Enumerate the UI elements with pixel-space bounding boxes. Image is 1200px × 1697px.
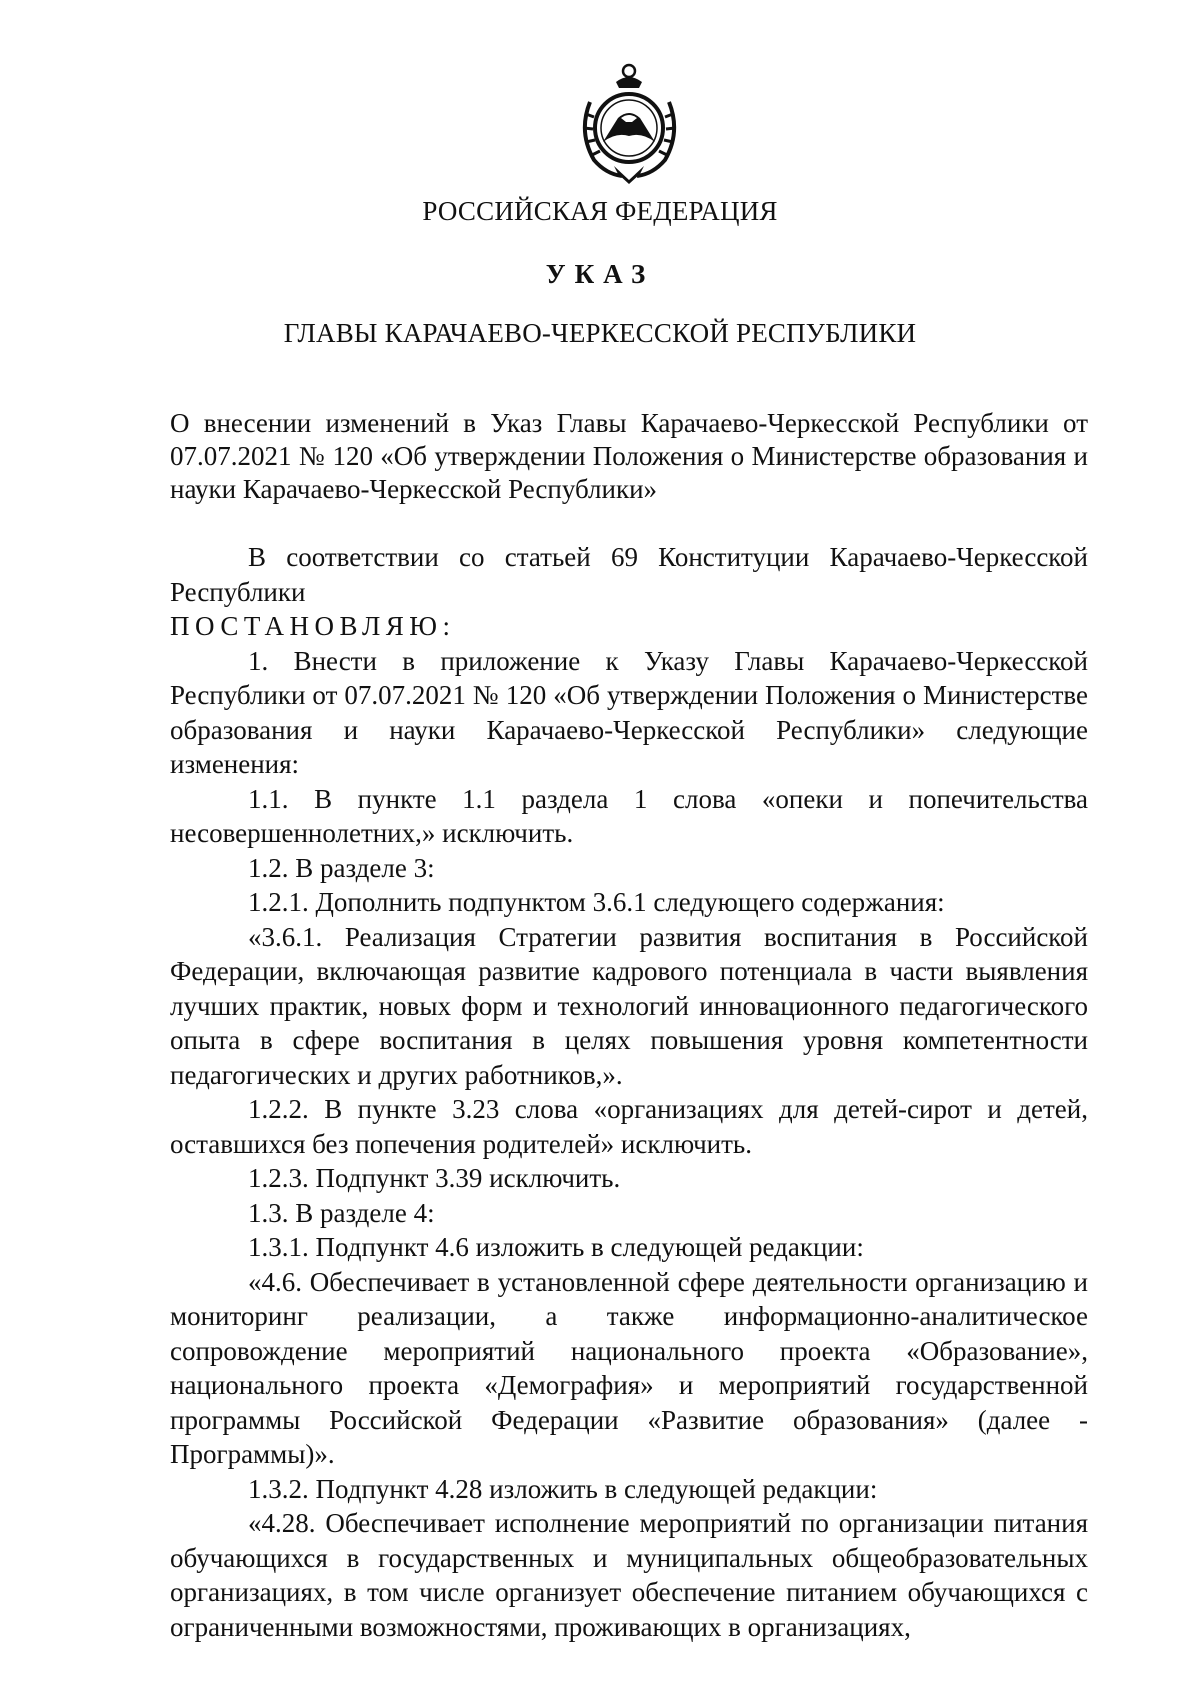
country-heading: РОССИЙСКАЯ ФЕДЕРАЦИЯ — [422, 196, 778, 226]
issuer-heading: ГЛАВЫ КАРАЧАЕВО-ЧЕРКЕССКОЙ РЕСПУБЛИКИ — [283, 318, 917, 348]
coat-of-arms-emblem-icon — [572, 62, 687, 187]
body-paragraph-3-6-1-quote: «3.6.1. Реализация Стратегии развития воспитания в Российской Федерации, включающая развитие кадрового потенциала в части выявления лучших практик, новых форм и технологий инновационного педагогического опыта в сфере воспитания в целях повышения уровня компетентности педагогических и других работников,». — [170, 921, 1088, 1090]
document-subject: О внесении изменений в Указ Главы Карачаево-Черкесской Республики от 07.07.2021 № 120 «Об утверждении Положения о Министерстве образования и науки Карачаево-Черкесской Республики» — [170, 408, 1088, 504]
body-paragraph-1-2-2: 1.2.2. В пункте 3.23 слова «организациях для детей-сирот и детей, оставшихся без попечения родителей» исключить. — [170, 1094, 1088, 1159]
body-paragraph-1-2-1: 1.2.1. Дополнить подпунктом 3.6.1 следующего содержания: — [248, 887, 945, 917]
body-paragraph-1-1: 1.1. В пункте 1.1 раздела 1 слова «опеки и попечительства несовершеннолетних,» исключить. — [170, 783, 1088, 848]
body-paragraph-1-2-3: 1.2.3. Подпункт 3.39 исключить. — [248, 1163, 621, 1193]
document-body — [170, 540, 1088, 1644]
body-paragraph-1-3-1: 1.3.1. Подпункт 4.6 изложить в следующей редакции: — [248, 1232, 864, 1262]
body-paragraph-1-3: 1.3. В разделе 4: — [248, 1197, 435, 1228]
body-paragraph-1: 1. Внести в приложение к Указу Главы Карачаево-Черкесской Республики от 07.07.2021 № 120 «Об утверждении Положения о Министерстве образования и науки Карачаево-Черкесской Республики» следующие изменения: — [170, 645, 1088, 779]
body-paragraph-1-3-2: 1.3.2. Подпункт 4.28 изложить в следующей редакции: — [248, 1473, 878, 1504]
decree-word: ПОСТАНОВЛЯЮ: — [170, 611, 456, 641]
body-paragraph-4-28-quote: «4.28. Обеспечивает исполнение мероприятий по организации питания обучающихся в государственных и муниципальных общеобразовательных организациях, в том числе организует обеспечение питанием обучающихся с ограниченными возможностями, проживающих в организациях, — [170, 1508, 1088, 1642]
body-paragraph-4-6-quote: «4.6. Обеспечивает в установленной сфере деятельности организацию и мониторинг реализации, а также информационно-аналитическое сопровождение мероприятий национального проекта «Образование», национального проекта «Демография» и мероприятий государственной программы Российской Федерации «Развитие образования» (далее - Программы)». — [170, 1266, 1088, 1469]
body-paragraph-1-2: 1.2. В разделе 3: — [248, 852, 435, 883]
preamble-paragraph: В соответствии со статьей 69 Конституции Карачаево-Черкесской Республики — [170, 542, 1088, 607]
document-type-heading: УКАЗ — [545, 259, 655, 289]
